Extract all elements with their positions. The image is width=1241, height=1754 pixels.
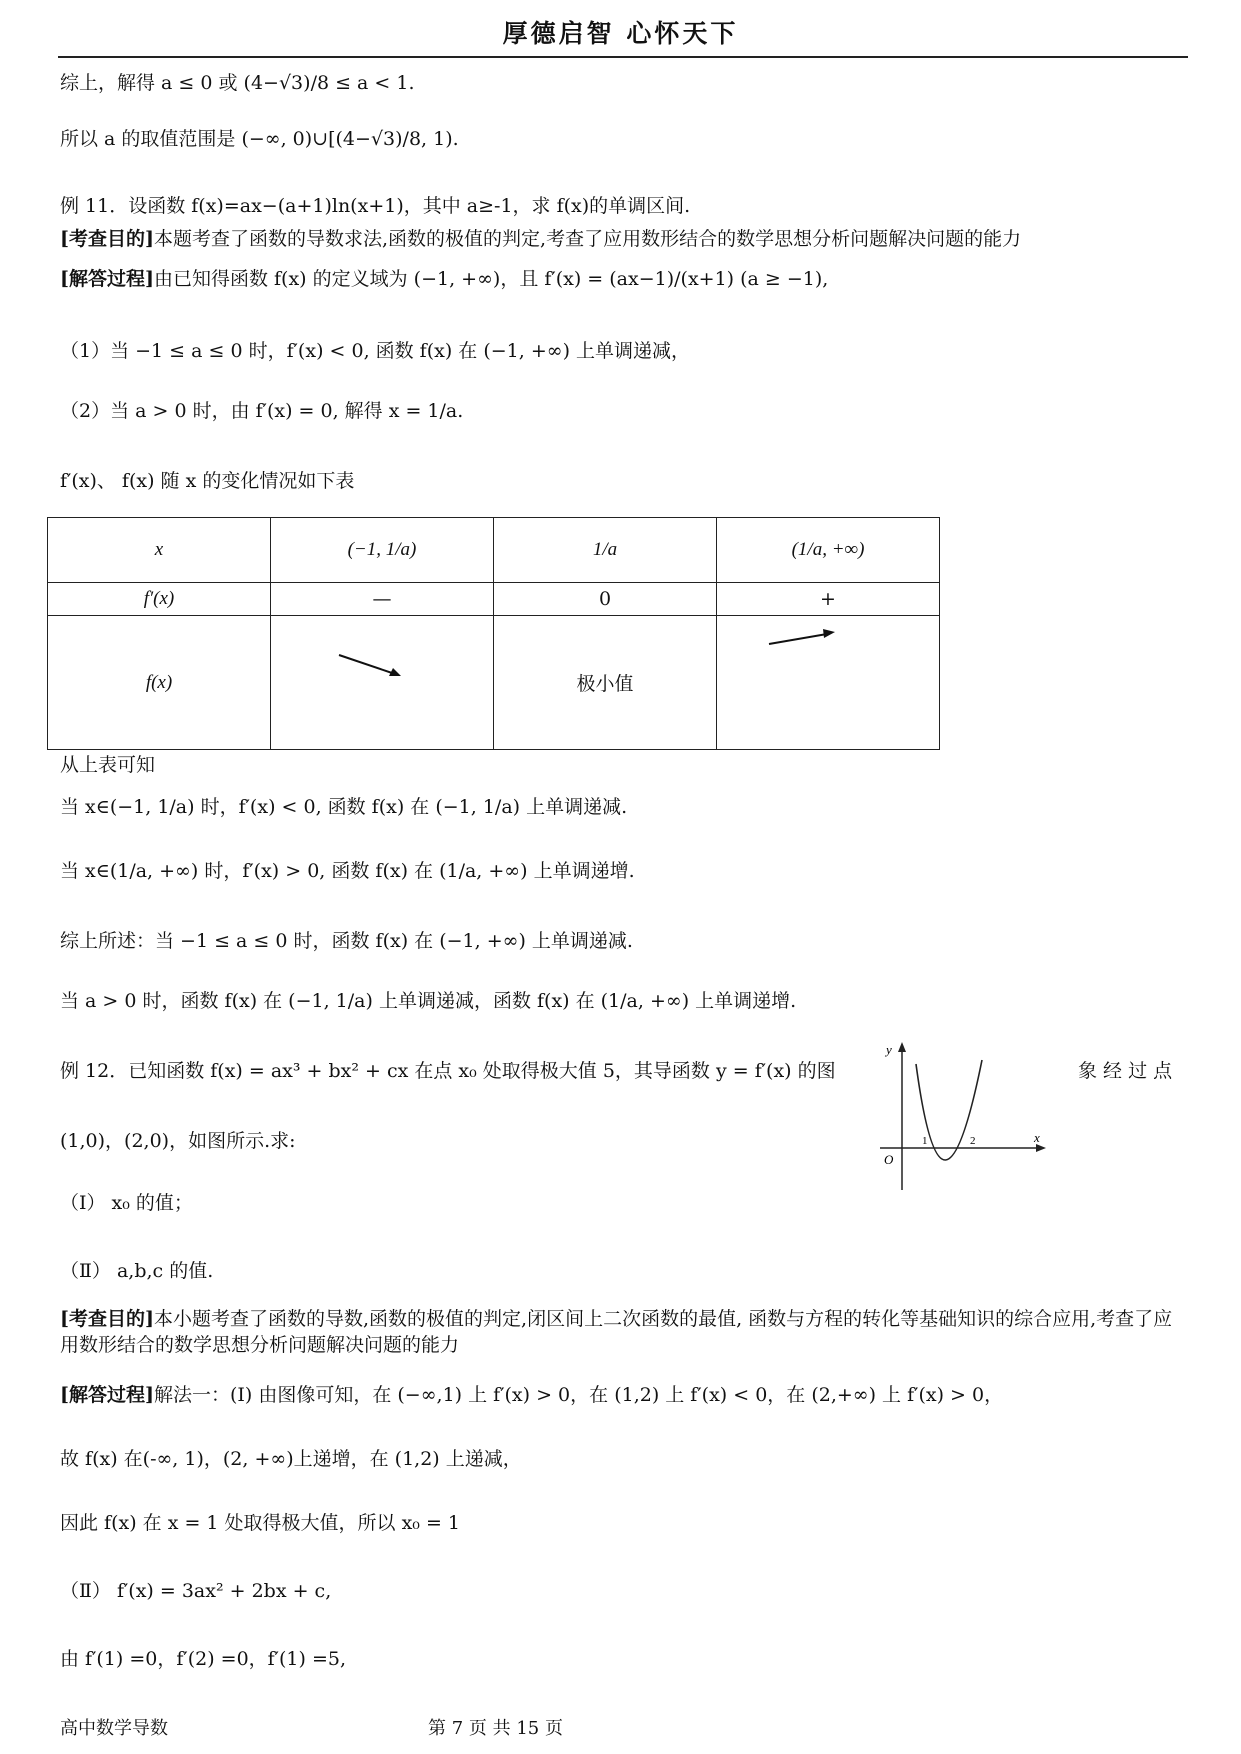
table-row bbox=[48, 616, 940, 750]
text-line: 从上表可知 bbox=[60, 754, 156, 776]
example-11-title: 例 11．设函数 f(x)=ax−(a+1)ln(x+1)，其中 a≥-1，求 f(x)的单调区间. bbox=[60, 195, 691, 217]
solution-tag: [解答过程] bbox=[60, 268, 154, 290]
text-line: 综上所述：当 −1 ≤ a ≤ 0 时，函数 f(x) 在 (−1, +∞) 上单调递减. bbox=[60, 930, 633, 952]
table-cell: 1/a bbox=[494, 518, 717, 583]
header-rule bbox=[58, 56, 1188, 58]
text-line: f′(x)、 f(x) 随 x 的变化情况如下表 bbox=[60, 470, 355, 492]
origin-label: O bbox=[884, 1152, 894, 1167]
table-cell: — bbox=[271, 583, 494, 616]
page-header: 厚德启智 心怀天下 bbox=[502, 19, 739, 48]
text-line: 当 a > 0 时，函数 f(x) 在 (−1, 1/a) 上单调递减，函数 f(x) 在 (1/a, +∞) 上单调递增. bbox=[60, 990, 797, 1012]
text-line: （2）当 a > 0 时，由 f′(x) = 0, 解得 x = 1/a. bbox=[60, 400, 464, 422]
text-line: （Ⅰ） x₀ 的值； bbox=[60, 1192, 193, 1214]
table-cell: 0 bbox=[494, 583, 717, 616]
text-line: （Ⅱ） a,b,c 的值. bbox=[60, 1260, 214, 1282]
solution-text: 解法一：(Ⅰ) 由图像可知，在 (−∞,1) 上 f′(x) > 0，在 (1,2) 上 f′(x) < 0，在 (2,+∞) 上 f′(x) > 0， bbox=[153, 1384, 1004, 1406]
x-axis-label: x bbox=[1034, 1130, 1040, 1145]
text-line: 因此 f(x) 在 x = 1 处取得极大值，所以 x₀ = 1 bbox=[60, 1512, 460, 1534]
objective-line bbox=[60, 226, 1021, 252]
text-line: （Ⅱ） f′(x) = 3ax² + 2bx + c, bbox=[60, 1580, 332, 1602]
tick-label-1: 1 bbox=[922, 1135, 928, 1147]
text-line: 故 f(x) 在(-∞, 1)，(2, +∞)上递增，在 (1,2) 上递减， bbox=[60, 1448, 522, 1470]
footer-page-number: 第 7 页 共 15 页 bbox=[428, 1718, 563, 1739]
text-line: 当 x∈(1/a, +∞) 时，f′(x) > 0, 函数 f(x) 在 (1/a, +∞) 上单调递增. bbox=[60, 860, 635, 882]
text-line: 象 经 过 点 bbox=[1078, 1060, 1173, 1082]
table-cell bbox=[717, 616, 940, 750]
example-12-title: 例 12．已知函数 f(x) = ax³ + bx² + cx 在点 x₀ 处取得极大值 5，其导函数 y = f′(x) 的图 bbox=[60, 1060, 836, 1082]
footer-subject: 高中数学导数 bbox=[60, 1718, 168, 1739]
x-axis-arrow-icon bbox=[1036, 1144, 1046, 1152]
objective-tag: [考查目的] bbox=[60, 228, 154, 250]
y-axis-arrow-icon bbox=[898, 1042, 906, 1052]
tick-label-2: 2 bbox=[970, 1135, 976, 1147]
text-line: （1）当 −1 ≤ a ≤ 0 时，f′(x) < 0, 函数 f(x) 在 (−1, +∞) 上单调递减， bbox=[60, 340, 691, 362]
text-line: 当 x∈(−1, 1/a) 时，f′(x) < 0, 函数 f(x) 在 (−1, 1/a) 上单调递减. bbox=[60, 796, 628, 818]
objective-tag: [考查目的] bbox=[60, 1308, 154, 1330]
text-line: 所以 a 的取值范围是 (−∞, 0)∪[(4−√3)/8, 1). bbox=[60, 128, 459, 150]
solution-text: 由已知得函数 f(x) 的定义域为 (−1, +∞)，且 f′(x) = (ax−1)/(x+1) (a ≥ −1), bbox=[153, 268, 829, 290]
solution-line bbox=[60, 1382, 1003, 1408]
variation-table bbox=[47, 517, 940, 750]
table-cell: x bbox=[48, 518, 271, 583]
table-cell: (−1, 1/a) bbox=[271, 518, 494, 583]
objective-text: 本小题考查了函数的导数,函数的极值的判定,闭区间上二次函数的最值, 函数与方程的转化等基础知识的综合应用,考查了应用数形结合的数学思想分析问题解决问题的能力 bbox=[60, 1308, 1173, 1356]
text-line: 由 f′(1) =0，f′(2) =0，f′(1) =5, bbox=[60, 1648, 347, 1670]
table-cell bbox=[271, 616, 494, 750]
table-row bbox=[48, 583, 940, 616]
decreasing-arrow-icon bbox=[271, 616, 493, 744]
objective-line bbox=[60, 1306, 1190, 1358]
table-cell: 极小值 bbox=[494, 616, 717, 750]
derivative-graph bbox=[872, 1040, 1047, 1200]
table-row bbox=[48, 518, 940, 583]
table-cell: f(x) bbox=[48, 616, 271, 750]
increasing-arrow-icon bbox=[717, 616, 939, 744]
table-cell: f′(x) bbox=[48, 583, 271, 616]
objective-text: 本题考查了函数的导数求法,函数的极值的判定,考查了应用数形结合的数学思想分析问题解决问题的能力 bbox=[153, 228, 1022, 250]
y-axis-label: y bbox=[886, 1042, 892, 1057]
solution-line bbox=[60, 266, 828, 292]
table-cell: (1/a, +∞) bbox=[717, 518, 940, 583]
table-cell: + bbox=[717, 583, 940, 616]
text-line: 综上，解得 a ≤ 0 或 (4−√3)/8 ≤ a < 1. bbox=[60, 72, 415, 94]
text-line: (1,0)，(2,0)，如图所示.求: bbox=[60, 1130, 296, 1152]
solution-tag: [解答过程] bbox=[60, 1384, 154, 1406]
